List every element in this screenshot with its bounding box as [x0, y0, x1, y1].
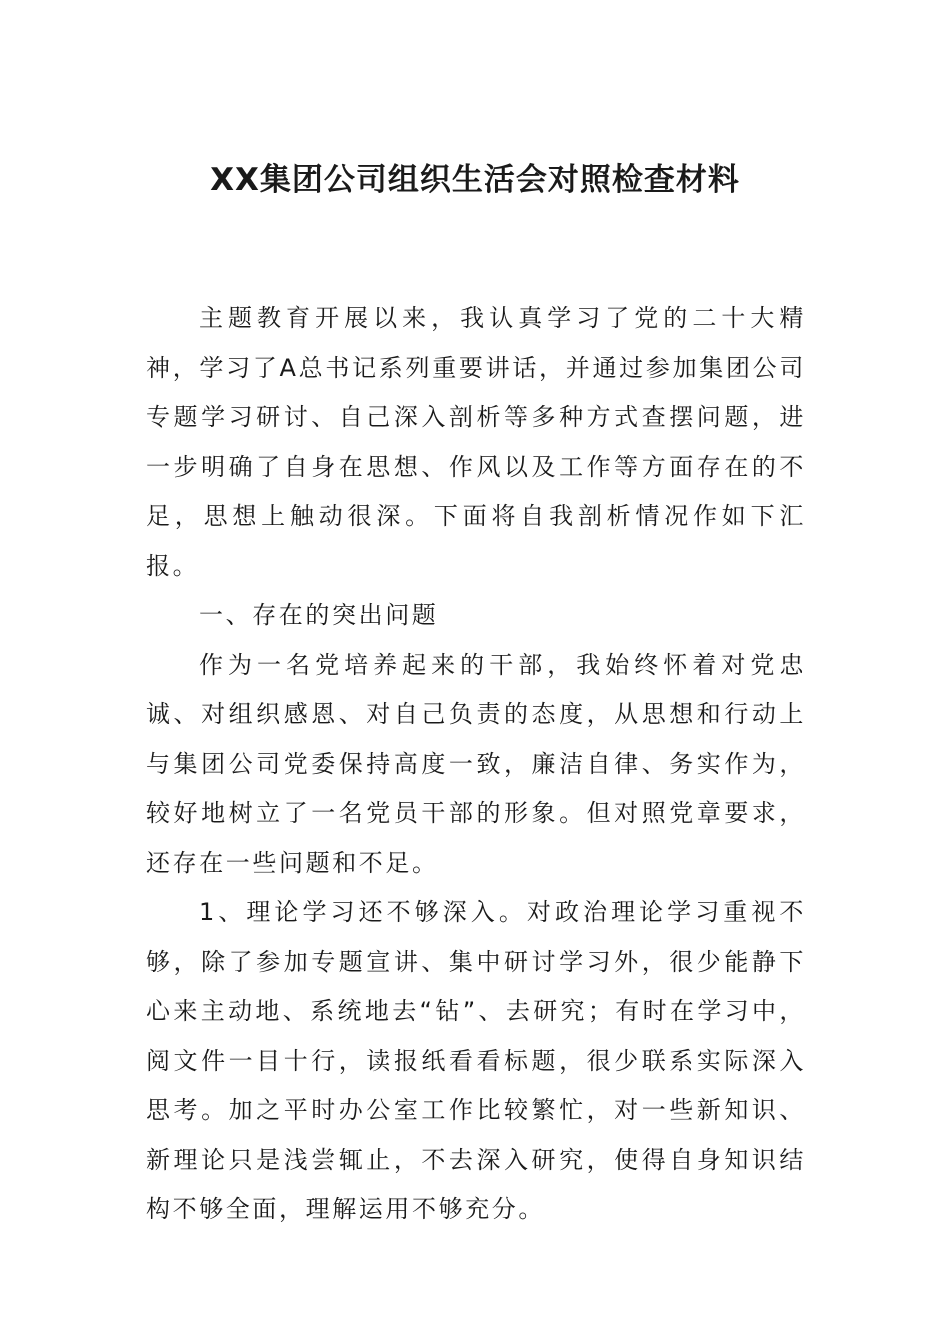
intro-paragraph: 主题教育开展以来，我认真学习了党的二十大精神，学习了A总书记系列重要讲话，并通过参加集团公司专题学习研讨、自己深入剖析等多种方式查摆问题，进一步明确了自身在思想、作风以及工作等方面存在的不足，思想上触动很深。下面将自我剖析情况作如下汇报。 [146, 304, 806, 580]
body-paragraph: 1、理论学习还不够深入。对政治理论学习重视不够，除了参加专题宣讲、集中研讨学习外，很少能静下心来主动地、系统地去“钻”、去研究；有时在学习中，阅文件一目十行，读报纸看看标题，很少联系实际深入思考。加之平时办公室工作比较繁忙，对一些新知识、新理论只是浅尝辄止，不去深入研究，使得自身知识结构不够全面，理解运用不够充分。 [146, 898, 806, 1223]
section-heading: 一、存在的突出问题 [199, 601, 439, 629]
body-paragraph: 作为一名党培养起来的干部，我始终怀着对党忠诚、对组织感恩、对自己负责的态度，从思想和行动上与集团公司党委保持高度一致，廉洁自律、务实作为，较好地树立了一名党员干部的形象。但对照党章要求，还存在一些问题和不足。 [146, 650, 806, 877]
document-title: XX集团公司组织生活会对照检查材料 [210, 162, 740, 198]
document-body [146, 294, 806, 1235]
